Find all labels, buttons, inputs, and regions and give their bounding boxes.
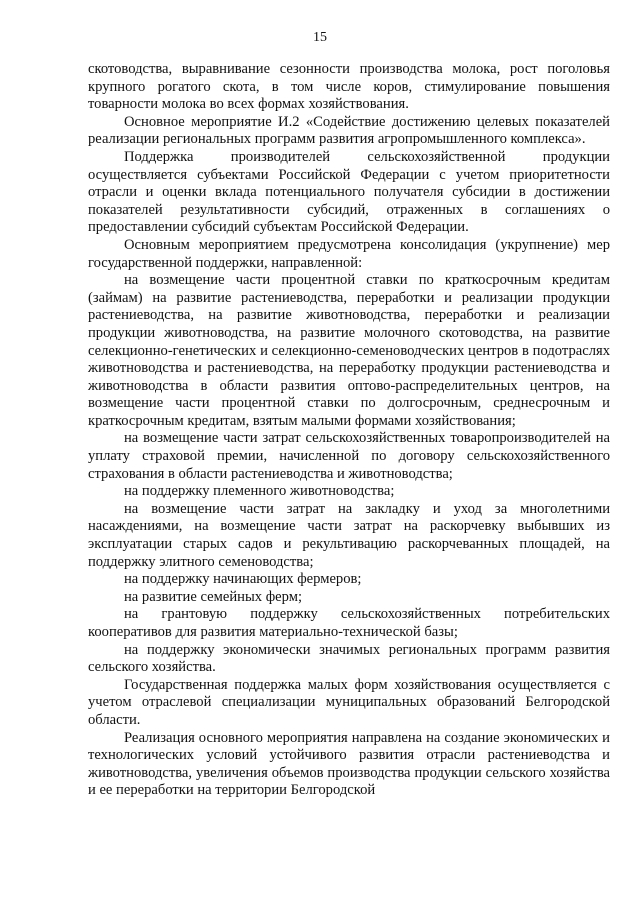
paragraph-main-event-title: Основное мероприятие И.2 «Содействие достижению целевых показателей реализации региональных программ развития агропромышленного комплекса».: [88, 113, 610, 148]
document-body: [88, 61, 610, 800]
paragraph-implementation: Реализация основного мероприятия направлена на создание экономических и технологических условий устойчивого развития отрасли растениеводства и животноводства, увеличения объемов производства продукции сельского хозяйства и ее переработки на территории Белгородской: [88, 729, 610, 799]
list-item-perennials: на возмещение части затрат на закладку и уход за многолетними насаждениями, на возмещение части затрат на раскорчевку выбывших из эксплуатации старых садов и рекультивацию раскорчеванных площадей, на поддержку элитного семеноводства;: [88, 500, 610, 570]
list-item-insurance: на возмещение части затрат сельскохозяйственных товаропроизводителей на уплату страховой премии, начисленной по договору сельскохозяйственного страхования в области растениеводства и животноводства;: [88, 430, 610, 482]
paragraph-continuation: скотоводства, выравнивание сезонности производства молока, рост поголовья крупного рогатого скота, в том числе коров, стимулирование повышения товарности молока во всех формах хозяйствования.: [88, 61, 610, 113]
list-item-cooperatives: на грантовую поддержку сельскохозяйственных потребительских кооперативов для развития материально-технической базы;: [88, 606, 610, 640]
paragraph-small-forms: Государственная поддержка малых форм хозяйствования осуществляется с учетом отраслевой специализации муниципальных образований Белгородской области.: [88, 676, 610, 728]
list-item-family-farms: на развитие семейных ферм;: [124, 588, 303, 605]
list-item-breeding: на поддержку племенного животноводства;: [124, 483, 395, 500]
paragraph-support: Поддержка производителей сельскохозяйственной продукции осуществляется субъектами Российской Федерации с учетом приоритетности отрасли и оценки вклада потенциального получателя субсидии в достижении показателей результативности субсидий, отраженных в соглашениях о предоставлении субсидий субъектам Российской Федерации.: [88, 148, 610, 236]
list-item-new-farmers: на поддержку начинающих фермеров;: [124, 571, 362, 588]
list-item-interest-rate: на возмещение части процентной ставки по краткосрочным кредитам (займам) на развитие растениеводства, переработки и реализации продукции растениеводства, на развитие животноводства, переработки и реализации продукции животноводства, на развитие молочного скотоводства, на развитие селекционно-генетических и селекционно-семеноводческих центров в подотраслях животноводства и растениеводства, на переработку продукции растениеводства и животноводства в области развития оптово-распределительных центров, на возмещение части процентной ставки по долгосрочным, среднесрочным и краткосрочным кредитам, взятым малыми формами хозяйствования;: [88, 272, 610, 429]
list-item-regional-programs: на поддержку экономически значимых региональных программ развития сельского хозяйства.: [88, 641, 610, 676]
paragraph-consolidation: Основным мероприятием предусмотрена консолидация (укрупнение) мер государственной поддержки, направленной:: [88, 236, 610, 271]
page-number: 15: [313, 30, 327, 45]
